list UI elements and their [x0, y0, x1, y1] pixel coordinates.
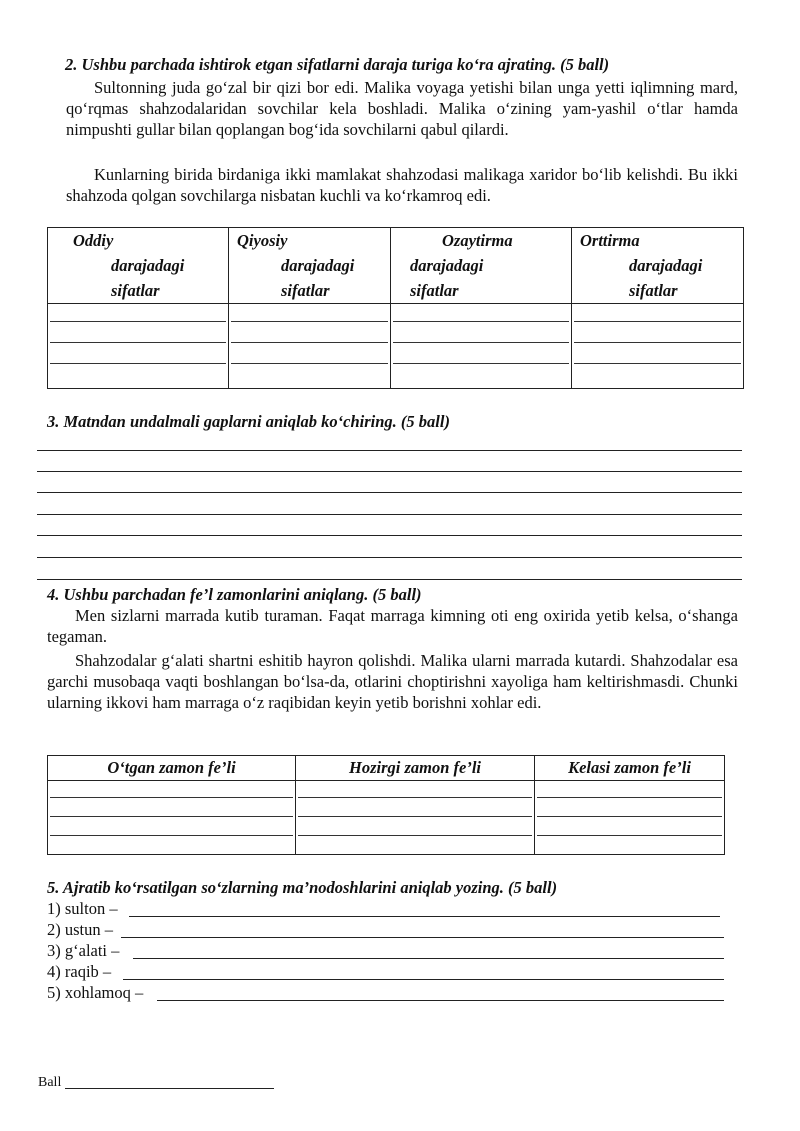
- header-otgan-zamon: O‘tgan zamon fe’li: [48, 756, 296, 781]
- answer-line-4[interactable]: [37, 514, 742, 515]
- synonym-item-4: [47, 962, 727, 982]
- synonym-answer-line-4[interactable]: [123, 979, 724, 980]
- synonym-label-5: 5) xohlamoq –: [47, 983, 144, 1002]
- answer-line-7[interactable]: [37, 579, 742, 580]
- task2-title: 2. Ushbu parchada ishtirok etgan sifatlarni daraja turiga ko‘ra ajrating. (5 ball): [65, 55, 610, 74]
- ball-label: Ball: [38, 1075, 62, 1090]
- synonym-label-2: 2) ustun –: [47, 920, 113, 939]
- task4-title: 4. Ushbu parchadan fe’l zamonlarini aniqlang. (5 ball): [47, 585, 422, 604]
- answer-line-2[interactable]: [37, 471, 742, 472]
- synonym-answer-line-3[interactable]: [133, 958, 724, 959]
- task2-paragraph-1: Sultonning juda go‘zal bir qizi bor edi. Malika voyaga yetishi bilan unga yetti iqlimning mard, qo‘rqmas shahzodalaridan sovchilar kela boshladi. Malika o‘zining yam-yashil o‘tlar hamda nimpushti gullar bilan qoplangan bog‘ida sovchilarni qabul qilardi.: [66, 78, 738, 139]
- task2-adjective-table: [47, 227, 744, 389]
- answer-cell-ozaytirma[interactable]: [391, 304, 572, 389]
- synonym-item-2: [47, 920, 727, 940]
- answer-cell-oddiy[interactable]: [48, 304, 229, 389]
- answer-line-3[interactable]: [37, 492, 742, 493]
- task4-verb-tense-table: [47, 755, 725, 855]
- synonym-label-4: 4) raqib –: [47, 962, 112, 981]
- answer-cell-kelasi[interactable]: [535, 781, 725, 855]
- ball-answer-line[interactable]: [65, 1088, 274, 1089]
- answer-cell-orttirma[interactable]: [572, 304, 744, 389]
- header-ozaytirma: Ozaytirma darajadagi sifatlar: [391, 228, 572, 304]
- task4-paragraph-2: Shahzodalar g‘alati shartni eshitib hayron qolishdi. Malika ularni marrada kutardi. Shahzodalar esa garchi musobaqa vaqti boshlangan bo‘lsa-da, otlarini choptirishni xayoliga ham keltirishmasdi. Chunki ularning ikkovi ham marraga o‘z raqibidan keyin yetib borishni xohlar edi.: [47, 651, 738, 712]
- header-qiyosiy: Qiyosiy darajadagi sifatlar: [229, 228, 391, 304]
- synonym-answer-line-1[interactable]: [129, 916, 720, 917]
- synonym-item-5: [47, 983, 727, 1003]
- answer-line-5[interactable]: [37, 535, 742, 536]
- answer-cell-otgan[interactable]: [48, 781, 296, 855]
- synonym-item-3: [47, 941, 727, 961]
- answer-cell-qiyosiy[interactable]: [229, 304, 391, 389]
- answer-line-6[interactable]: [37, 557, 742, 558]
- synonym-answer-line-5[interactable]: [157, 1000, 724, 1001]
- header-oddiy: Oddiy darajadagi sifatlar: [48, 228, 229, 304]
- task5-title: 5. Ajratib ko‘rsatilgan so‘zlarning ma’nodoshlarini aniqlab yozing. (5 ball): [47, 878, 558, 897]
- synonym-label-3: 3) g‘alati –: [47, 941, 120, 960]
- answer-cell-hozirgi[interactable]: [296, 781, 535, 855]
- header-kelasi-zamon: Kelasi zamon fe’li: [535, 756, 725, 781]
- synonym-item-1: [47, 899, 727, 919]
- header-orttirma: Orttirma darajadagi sifatlar: [572, 228, 744, 304]
- synonym-answer-line-2[interactable]: [121, 937, 724, 938]
- answer-line-1[interactable]: [37, 450, 742, 451]
- task2-paragraph-2: Kunlarning birida birdaniga ikki mamlakat shahzodasi malikaga xaridor bo‘lib kelishdi. Bu ikki shahzoda qolgan sovchilarga nisbatan kuchli va ko‘rkamroq edi.: [66, 165, 738, 205]
- header-hozirgi-zamon: Hozirgi zamon fe’li: [296, 756, 535, 781]
- ball-score: [38, 1073, 61, 1093]
- task3-title: 3. Matndan undalmali gaplarni aniqlab ko‘chiring. (5 ball): [47, 412, 450, 431]
- synonym-label-1: 1) sulton –: [47, 899, 118, 918]
- task4-paragraph-1: Men sizlarni marrada kutib turaman. Faqat marraga kimning oti eng oxirida yetib kelsa, o‘shanga tegaman.: [47, 606, 738, 646]
